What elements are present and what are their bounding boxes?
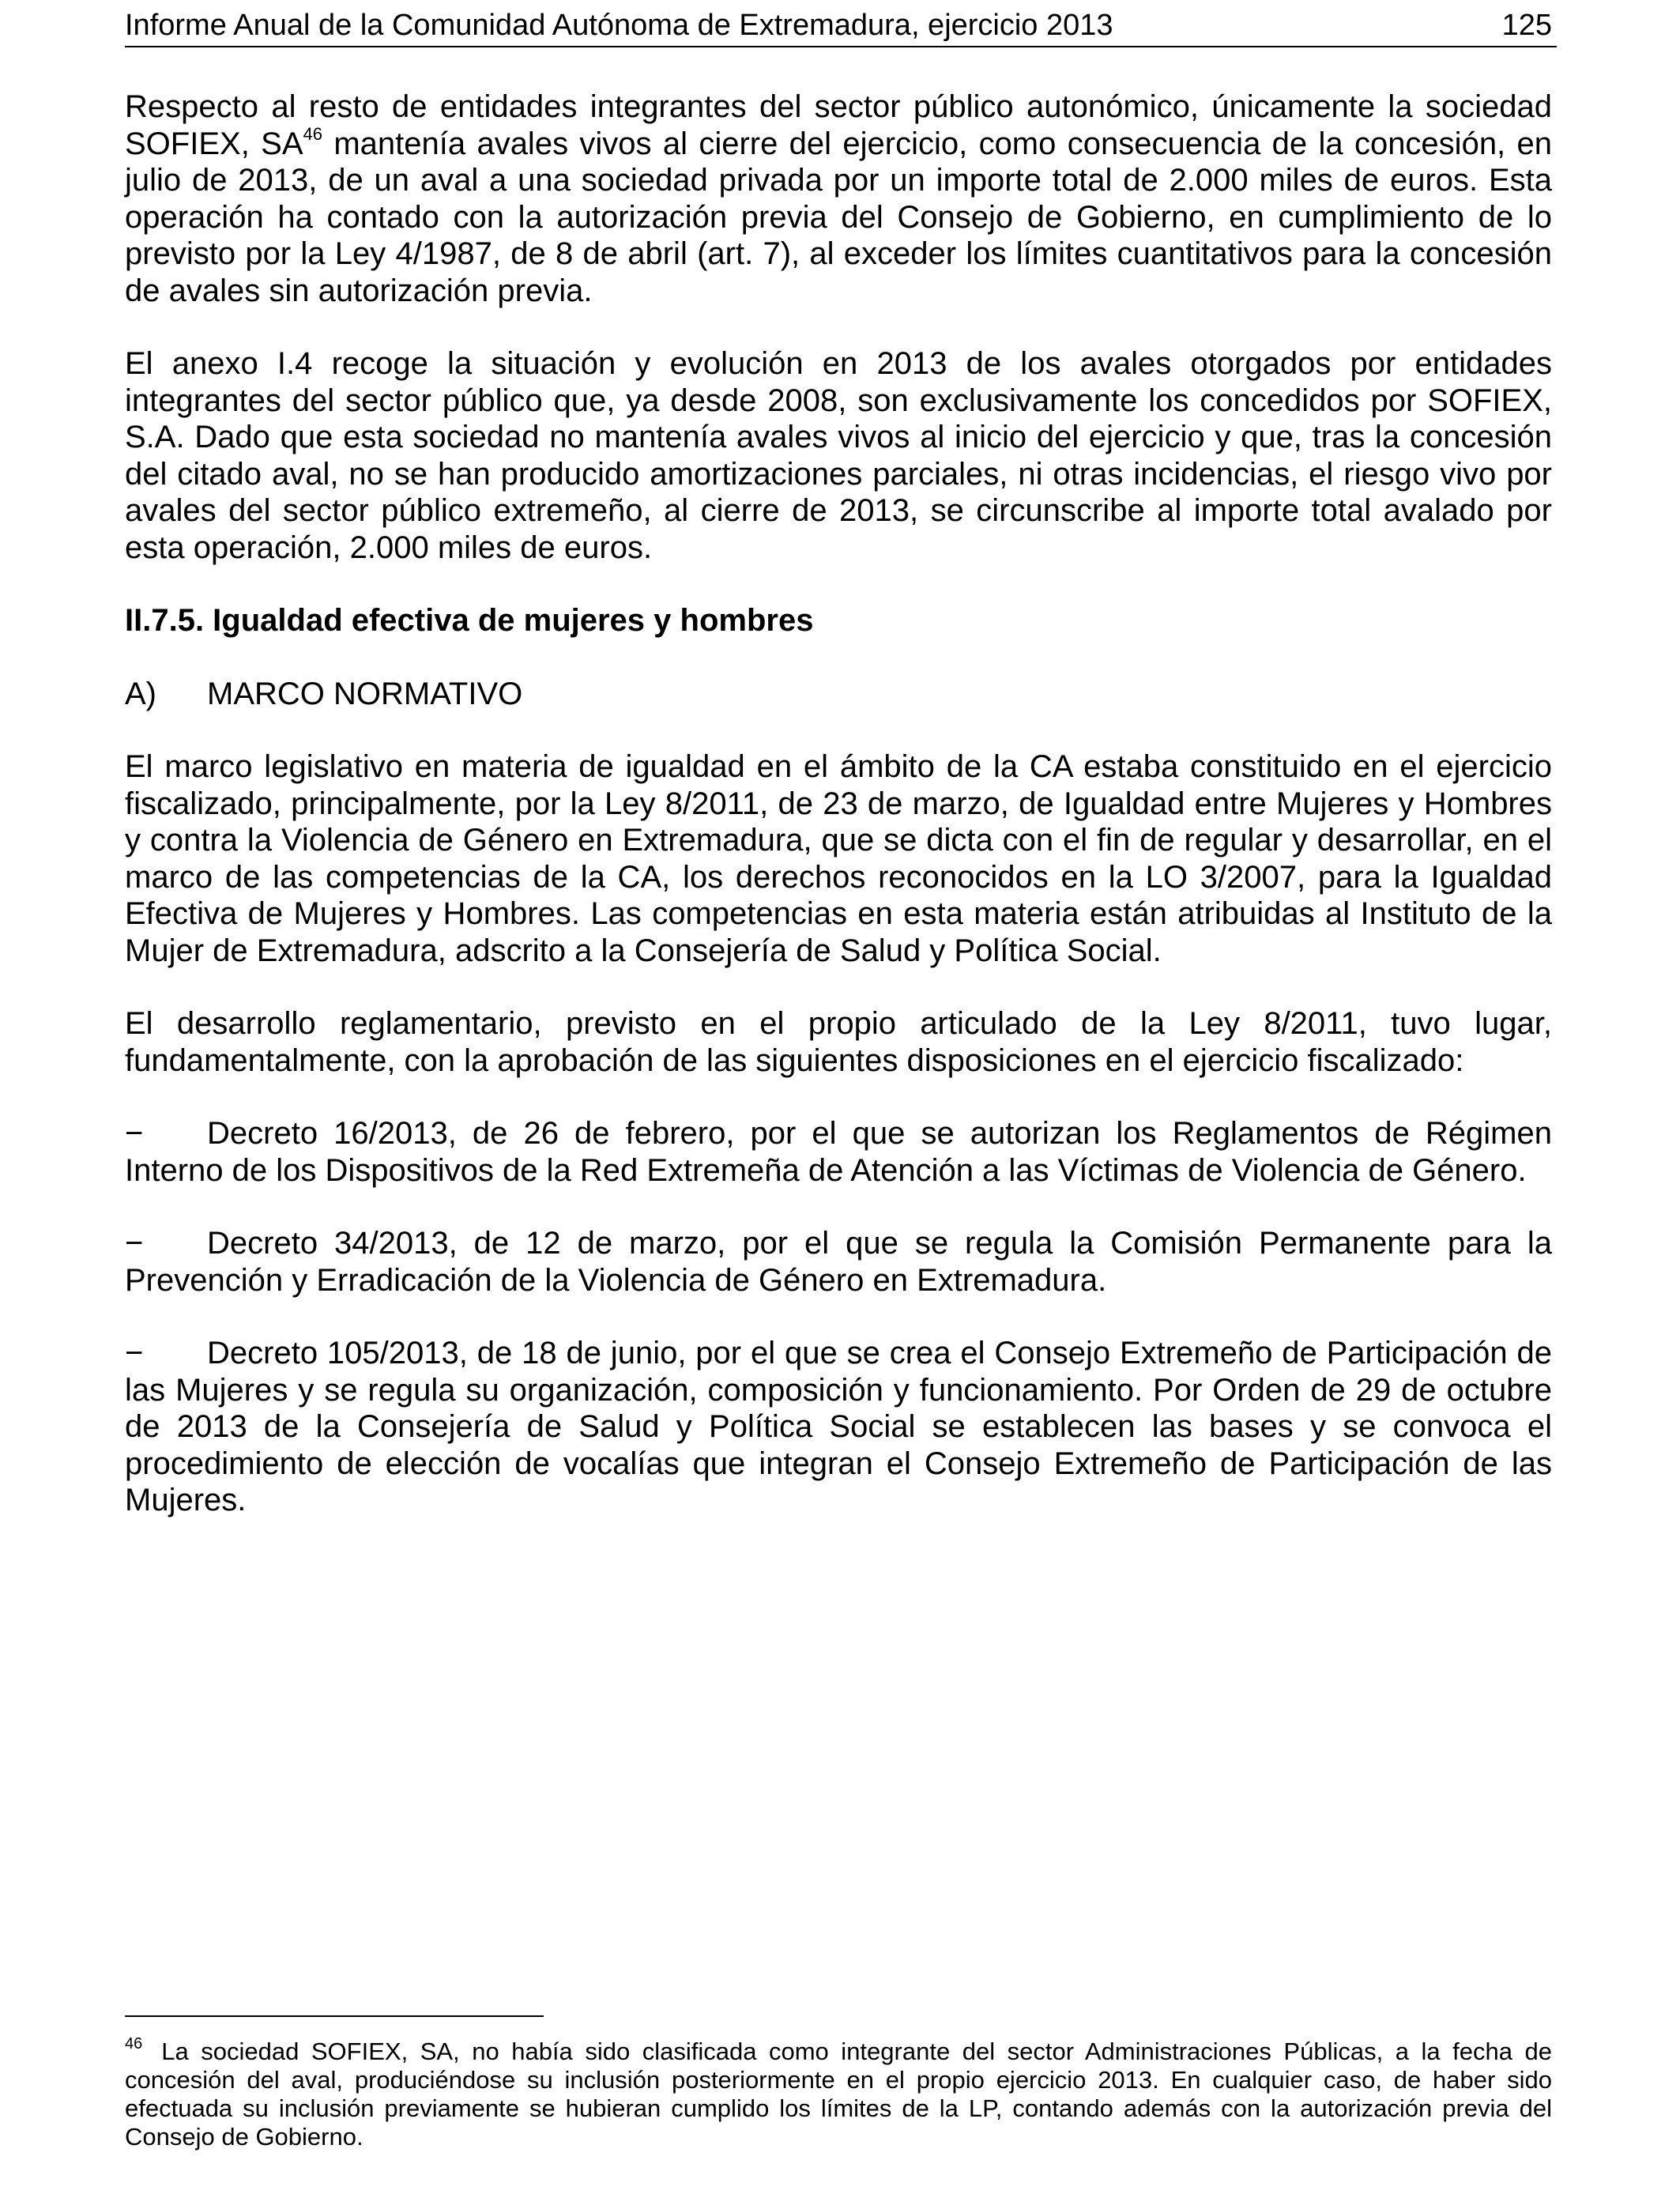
list-item-text: Decreto 16/2013, de 26 de febrero, por el que se autorizan los Reglamentos de Régimen Interno de los Dispositivos de la Red Extremeña de Atención a las Víctimas de Violencia de Género. <box>125 1116 1552 1188</box>
report-title: Informe Anual de la Comunidad Autónoma de Extremadura, ejercicio 2013 <box>125 9 1113 42</box>
paragraph-desarrollo-reglamentario: El desarrollo reglamentario, previsto en el propio articulado de la Ley 8/2011, tuvo lugar, fundamentalmente, con la aprobación de las siguientes disposiciones en el ejercicio fiscalizado: <box>125 1006 1552 1078</box>
dash-bullet: − <box>125 1226 144 1261</box>
section-heading: II.7.5. Igualdad efectiva de mujeres y hombres <box>125 603 814 638</box>
page-number: 125 <box>1501 9 1552 42</box>
subheading-marco-normativo <box>125 676 1552 713</box>
paragraph-sofiex-avales <box>125 89 1552 309</box>
dash-bullet: − <box>125 1336 144 1370</box>
list-item <box>125 1115 1552 1189</box>
page-body <box>125 89 1552 1555</box>
list-item-text: Decreto 105/2013, de 18 de junio, por el que se crea el Consejo Extremeño de Participación de las Mujeres y se regula su organización, composición y funcionamiento. Por Orden de 29 de octubre de 2013 de la Consejería de Salud y Política Social se establecen las bases y se convoca el procedimiento de elección de vocalías que integran el Consejo Extremeño de Participación de las Mujeres. <box>125 1336 1552 1517</box>
footnote-text: La sociedad SOFIEX, SA, no había sido clasificada como integrante del sector Administraciones Públicas, a la fecha de concesión del aval, produciéndose su inclusión posteriormente en el propio ejercicio 2013. En cualquier caso, de haber sido efectuada su inclusión previamente se hubieran cumplido los límites de la LP, contando además con la autorización previa del Consejo de Gobierno. <box>125 2038 1552 2151</box>
paragraph-anexo: El anexo I.4 recoge la situación y evolución en 2013 de los avales otorgados por entidades integrantes del sector público que, ya desde 2008, son exclusivamente los concedidos por SOFIEX, S.A. Dado que esta sociedad no mantenía avales vivos al inicio del ejercicio y que, tras la concesión del citado aval, no se han producido amortizaciones parciales, ni otras incidencias, el riesgo vivo por avales del sector público extremeño, al cierre de 2013, se circunscribe al importe total avalado por esta operación, 2.000 miles de euros. <box>125 346 1552 565</box>
subheading-text: MARCO NORMATIVO <box>207 676 523 711</box>
footnote-number: 46 <box>125 2035 143 2053</box>
list-item <box>125 1225 1552 1299</box>
list-item-text: Decreto 34/2013, de 12 de marzo, por el que se regula la Comisión Permanente para la Prevención y Erradicación de la Violencia de Género en Extremadura. <box>125 1226 1552 1298</box>
list-item <box>125 1335 1552 1519</box>
footnote-separator <box>125 2015 544 2017</box>
page-header <box>125 5 1557 47</box>
dash-bullet: − <box>125 1116 144 1151</box>
paragraph-text: mantenía avales vivos al cierre del ejercicio, como consecuencia de la concesión, en julio de 2013, de un aval a una sociedad privada por un importe total de 2.000 miles de euros. Esta operación ha contado con la autorización previa del Consejo de Gobierno, en cumplimiento de lo previsto por la Ley 4/1987, de 8 de abril (art. 7), al exceder los límites cuantitativos para la concesión de avales sin autorización previa. <box>125 126 1552 308</box>
footnote-reference: 46 <box>303 123 322 144</box>
footnote <box>125 2035 1552 2151</box>
paragraph-text: Respecto al resto de entidades integrantes del sector público autonómico, únicamente la sociedad SOFIEX, SA <box>125 89 1552 161</box>
subheading-letter: A) <box>125 676 156 711</box>
paragraph-marco-legislativo: El marco legislativo en materia de igualdad en el ámbito de la CA estaba constituido en el ejercicio fiscalizado, principalmente, por la Ley 8/2011, de 23 de marzo, de Igualdad entre Mujeres y Hombres y contra la Violencia de Género en Extremadura, que se dicta con el fin de regular y desarrollar, en el marco de las competencias de la CA, los derechos reconocidos en la LO 3/2007, para la Igualdad Efectiva de Mujeres y Hombres. Las competencias en esta materia están atribuidas al Instituto de la Mujer de Extremadura, adscrito a la Consejería de Salud y Política Social. <box>125 749 1552 968</box>
